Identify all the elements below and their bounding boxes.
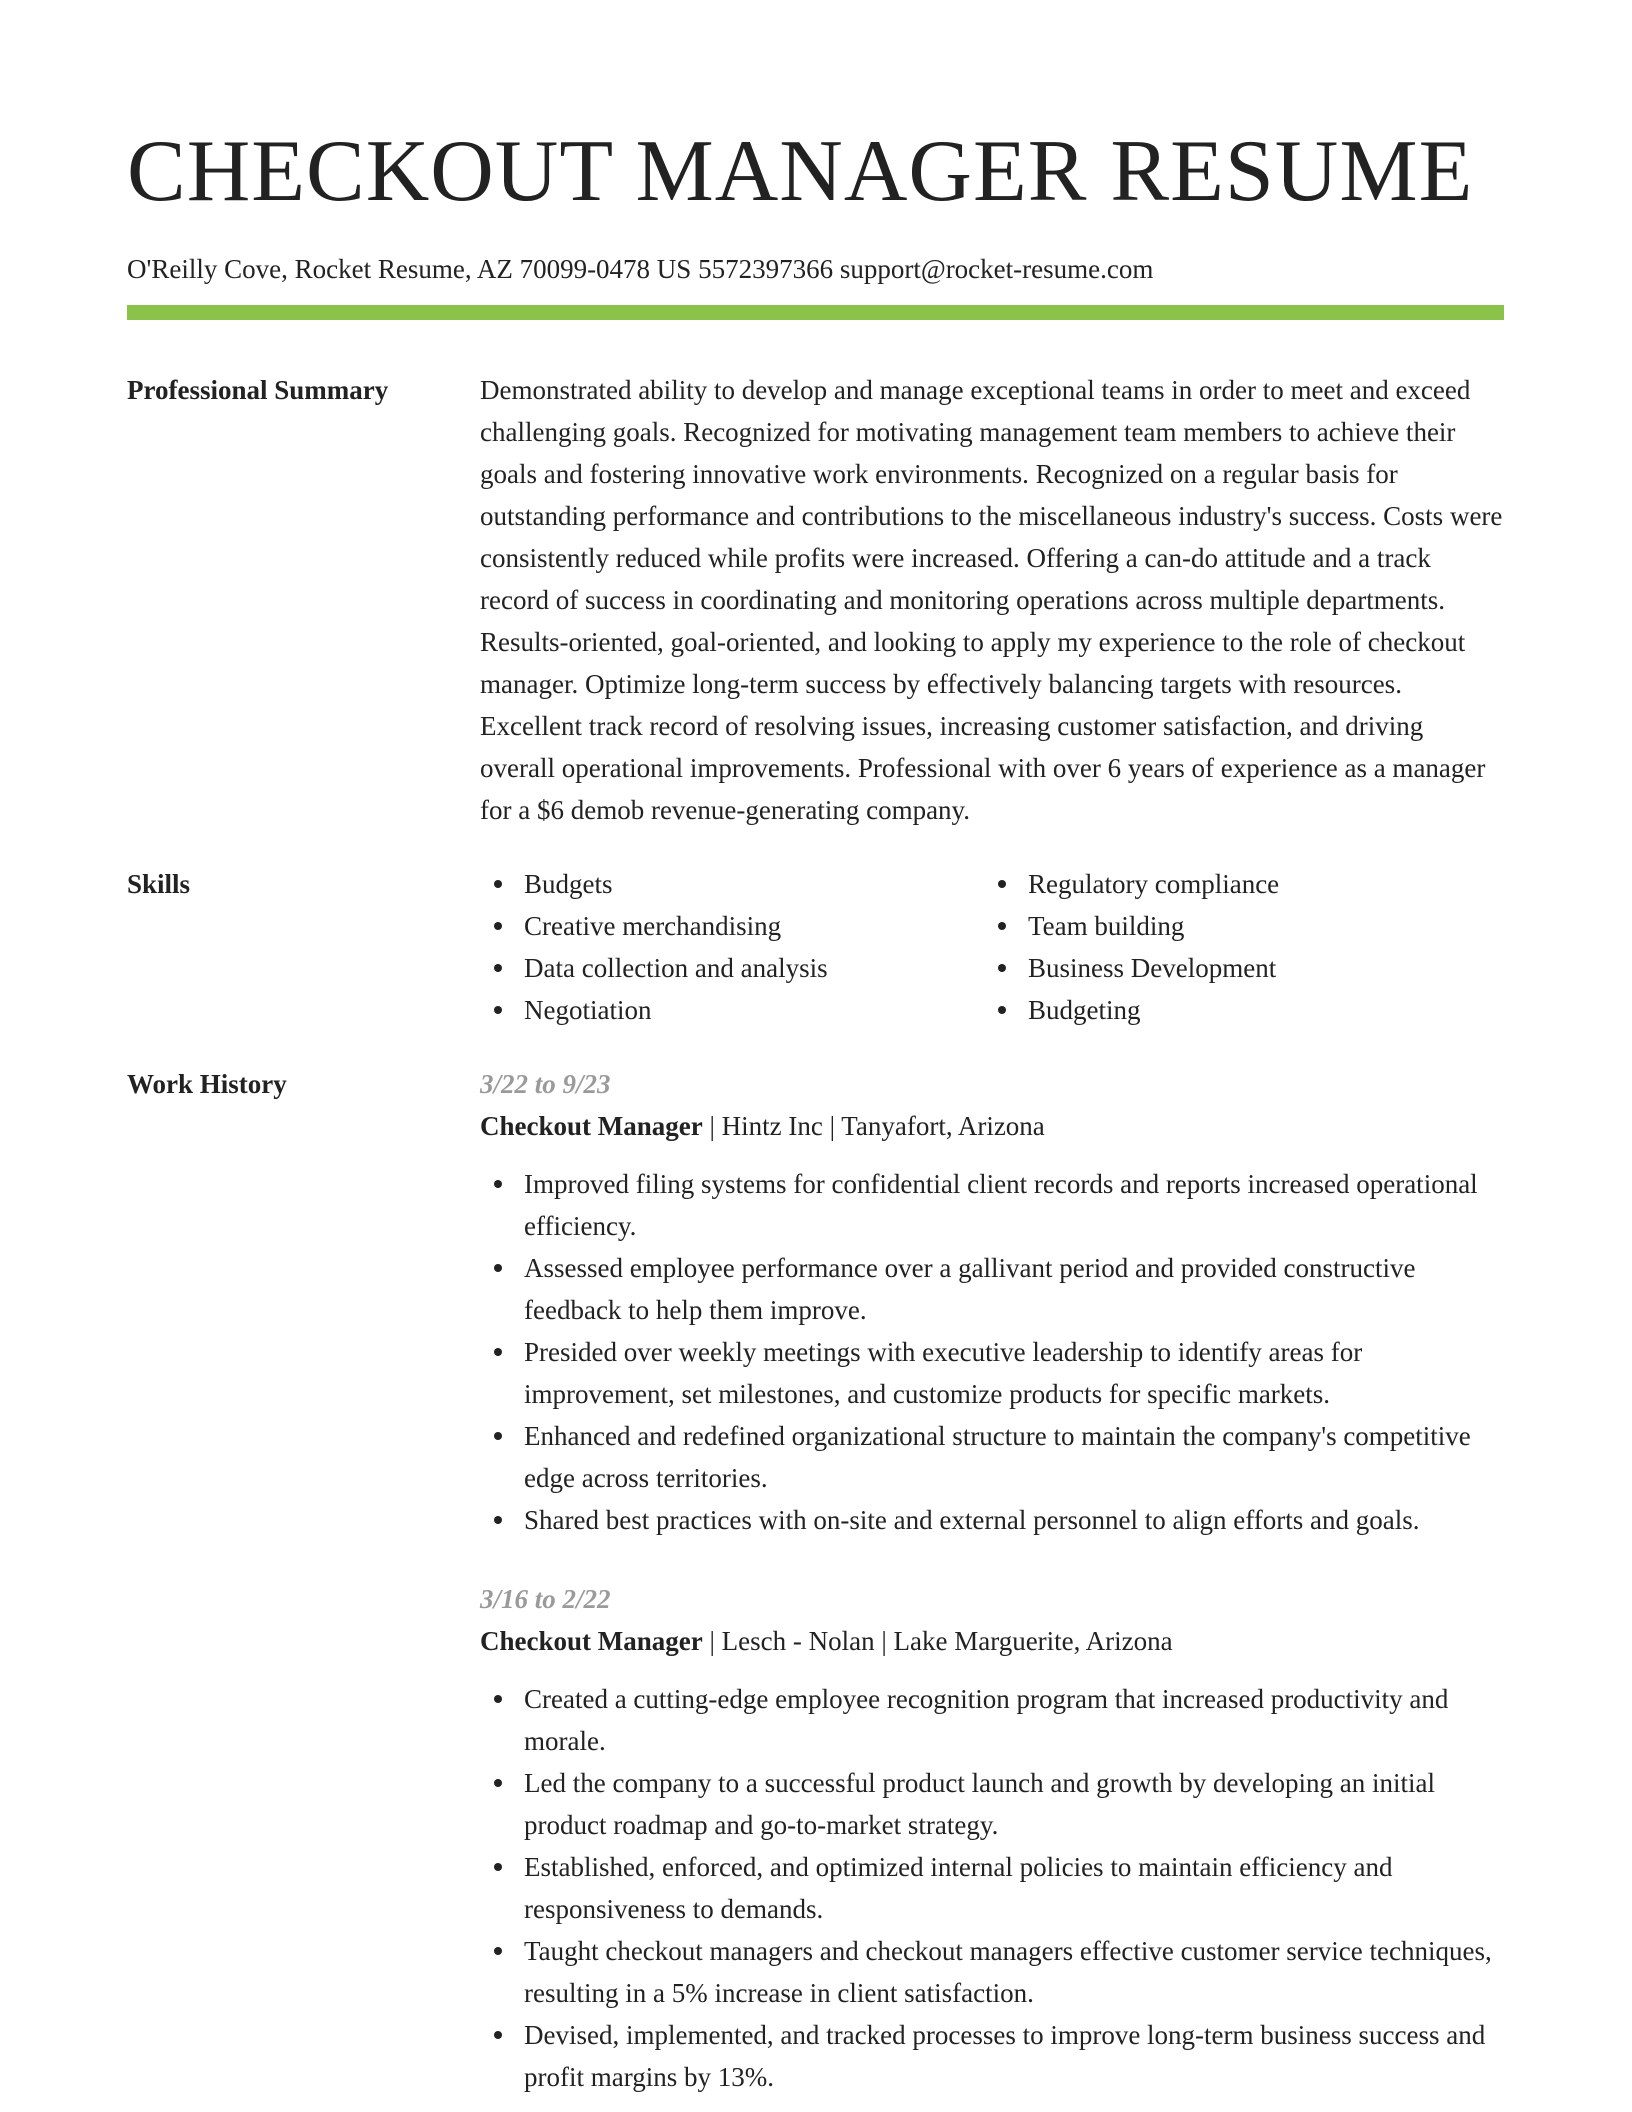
skill-item: Team building [984, 905, 1488, 947]
summary-section [127, 369, 1504, 831]
skills-grid [480, 863, 1504, 1031]
summary-text: Demonstrated ability to develop and manage exceptional teams in order to meet and exceed challenging goals. Recognized for motivating management team members to achieve their goals and fostering innovative work environments. Recognized on a regular basis for outstanding performance and contributions to the miscellaneous industry's success. Costs were consistently reduced while profits were increased. Offering a can-do attitude and a track record of success in coordinating and monitoring operations across multiple departments. Results-oriented, goal-oriented, and looking to apply my experience to the role of checkout manager. Optimize long-term success by effectively balancing targets with resources. Excellent track record of resolving issues, increasing customer satisfaction, and driving overall operational improvements. Professional with over 6 years of experience as a manager for a $6 demob revenue-generating company. [480, 375, 1503, 825]
work-history-list [480, 1063, 1504, 2098]
header-divider [127, 305, 1504, 320]
job-details: | Hintz Inc | Tanyafort, Arizona [702, 1111, 1045, 1141]
contact-email: support@rocket-resume.com [839, 254, 1154, 284]
skills-column-right [984, 863, 1488, 1031]
job-bullet: Taught checkout managers and checkout managers effective customer service techniques, resulting in a 5% increase in client satisfaction. [480, 1930, 1504, 2014]
job-bullet-list [480, 1678, 1504, 2098]
contact-phone: 5572397366 [698, 254, 834, 284]
skills-column-left [480, 863, 984, 1031]
job-bullet: Enhanced and redefined organizational structure to maintain the company's competitive edge across territories. [480, 1415, 1504, 1499]
job-bullet: Presided over weekly meetings with executive leadership to identify areas for improvement, set milestones, and customize products for specific markets. [480, 1331, 1504, 1415]
skill-item: Regulatory compliance [984, 863, 1488, 905]
job-bullet: Shared best practices with on-site and external personnel to align efforts and goals. [480, 1499, 1504, 1541]
skills-section [127, 863, 1504, 1031]
skills-heading: Skills [127, 869, 191, 899]
job-title: Checkout Manager [480, 1111, 703, 1141]
job-heading [480, 1105, 1504, 1147]
job-bullet: Created a cutting-edge employee recognition program that increased productivity and morale. [480, 1678, 1504, 1762]
skill-item: Creative merchandising [480, 905, 984, 947]
skill-item: Budgets [480, 863, 984, 905]
resume-title: CHECKOUT MANAGER RESUME [127, 123, 1474, 220]
job-bullet: Led the company to a successful product launch and growth by developing an initial product roadmap and go-to-market strategy. [480, 1762, 1504, 1846]
job-heading [480, 1620, 1504, 1662]
job-bullet-list [480, 1163, 1504, 1541]
contact-address: O'Reilly Cove, Rocket Resume, AZ 70099-0478 US [127, 254, 692, 284]
work-history-heading: Work History [127, 1069, 287, 1099]
job-bullet: Improved filing systems for confidential client records and reports increased operational efficiency. [480, 1163, 1504, 1247]
job-details: | Lesch - Nolan | Lake Marguerite, Arizona [702, 1626, 1173, 1656]
skill-item: Negotiation [480, 989, 984, 1031]
job-title: Checkout Manager [480, 1626, 703, 1656]
job-entry [480, 1063, 1504, 1541]
job-bullet: Assessed employee performance over a gallivant period and provided constructive feedback to help them improve. [480, 1247, 1504, 1331]
summary-heading: Professional Summary [127, 375, 389, 405]
work-history-section [127, 1063, 1504, 2098]
job-bullet: Established, enforced, and optimized internal policies to maintain efficiency and responsiveness to demands. [480, 1846, 1504, 1930]
skill-item: Data collection and analysis [480, 947, 984, 989]
job-bullet: Devised, implemented, and tracked processes to improve long-term business success and profit margins by 13%. [480, 2014, 1504, 2098]
contact-line [127, 250, 1505, 288]
job-dates: 3/22 to 9/23 [480, 1069, 611, 1099]
job-dates: 3/16 to 2/22 [480, 1584, 611, 1614]
skill-item: Business Development [984, 947, 1488, 989]
job-entry [480, 1578, 1504, 2098]
skill-item: Budgeting [984, 989, 1488, 1031]
